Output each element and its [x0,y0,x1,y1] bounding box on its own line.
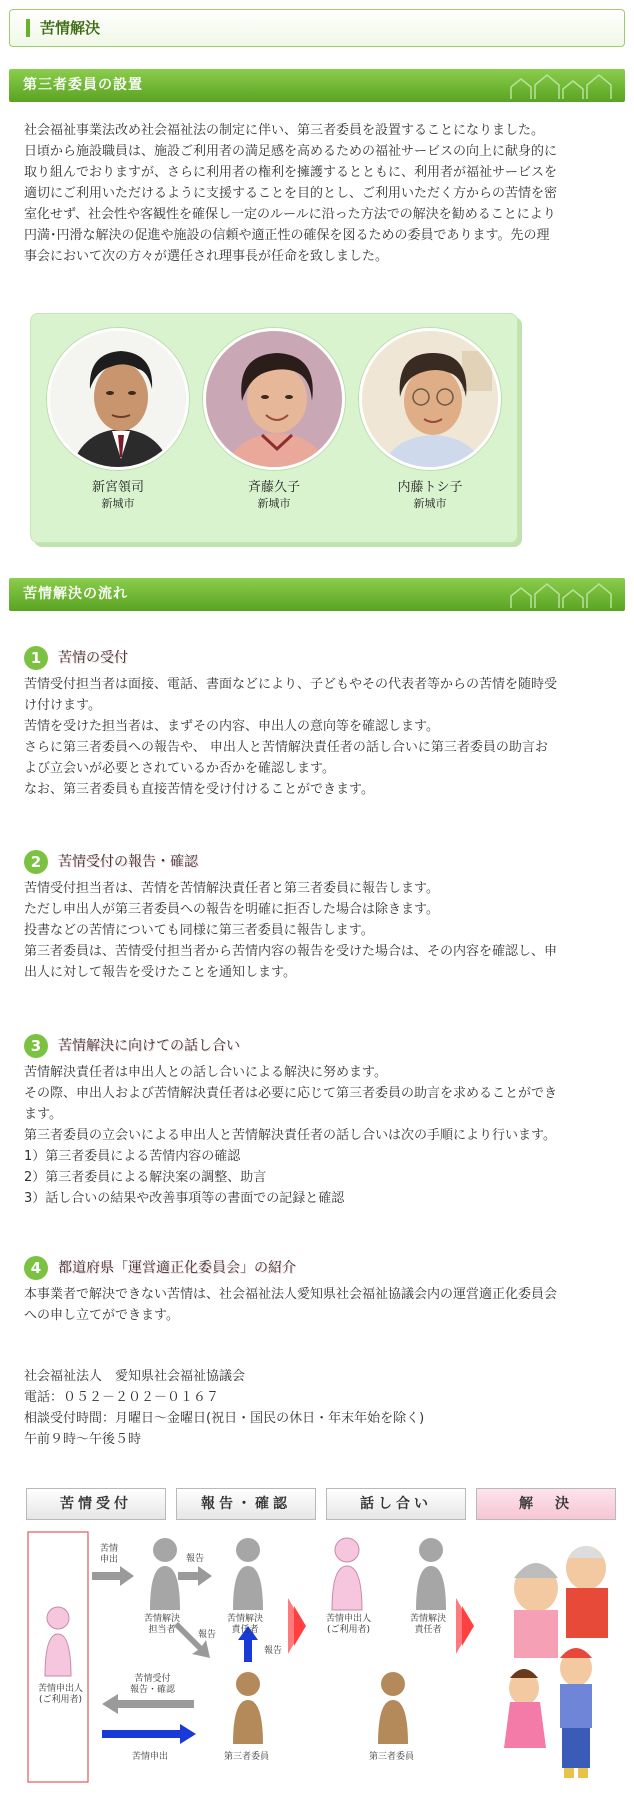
family-illustration-icon [504,1546,608,1778]
member-name: 斉藤久子 [247,480,300,495]
step-title: 都道府県「運営適正化委員会」の紹介 [58,1260,296,1276]
third-party-person-icon [233,1672,263,1744]
houses-decoration-icon [507,580,617,610]
flow-tab-receipt: 苦情受付 [26,1488,166,1520]
step-number-icon: 2 [24,850,48,874]
receipt-report-label: 苦情受付 報告・確認 [130,1674,176,1695]
page-title: 苦情解決 [40,19,101,37]
complainant-person-icon [45,1607,71,1676]
resolver-label: 苦情解決 責任者 [410,1614,447,1635]
step-text: 本事業者で解決できない苦情は、社会福祉法人愛知県社会福祉協議会内の運営適正化委員会 への申し立てができます。 [24,1287,558,1323]
complainant-person-icon [332,1538,362,1610]
step-title: 苦情受付の報告・確認 [58,854,198,870]
receiver-label: 苦情解決 担当者 [144,1614,181,1635]
title-accent-bar [26,19,30,37]
contact-info: 社会福祉法人 愛知県社会福祉協議会 電話：０５２－２０２－０１６７ 相談受付時間：月曜日～金曜日(祝日・国民の休日・年末年始を除く) 午前９時～午後５時 [24,1369,425,1447]
member-city: 新城市 [101,497,135,510]
section-header-third-party [9,69,625,102]
member-name: 内藤トシ子 [397,480,463,495]
step-text: 苦情解決責任者は申出人との話し合いによる解決に努めます。 その際、申出人および苦情解決責任者は必要に応じて第三者委員の助言を求めることができ ます。 第三者委員の立会いによる申出人と苦情解決責任者の話し合いは次の手順により行います。 1）第三者委員による苦情内容の確認 2）第三者委員による解決案の調整、助言 3）話し合いの結果や改善事項等の書面での記録と確認 [24,1065,558,1206]
section-header-flow [9,578,625,611]
resolver-person-icon [233,1538,263,1610]
third-party-person-icon [378,1672,408,1744]
section-title: 苦情解決の流れ [23,586,128,602]
member-card [355,328,505,511]
flow-graphics [26,1488,626,1788]
member-photo [359,328,501,470]
receiver-person-icon [150,1538,180,1610]
flow-tab-report: 報告・確認 [176,1488,316,1520]
intro-paragraph: 社会福祉事業法改め社会福祉法の制定に伴い、第三者委員を設置することになりました。 日頃から施設職員は、施設ご利用者の満足感を高めるための福祉サービスの向上に献身的に 取り組んでおりますが、さらに利用者の権利を擁護するとともに、利用者が福祉サービスを 適切にご利用いただけるように支援することを目的とし、ご利用いただく方からの苦情を密 室化せず、社会性や客観性を確保し一定のルールに沿った方法での解決を勧めることにより 円満･円滑な解決の促進や施設の信頼や適正性の確保を図るための委員であります。先の理 事会において次の方々が選任され理事長が任命を致しました。 [24,123,558,264]
flow-tab-discussion: 話し合い [326,1488,466,1520]
request-bottom-label: 苦情申出 [132,1752,169,1762]
page-title-box [9,9,625,47]
step-number-icon: 4 [24,1256,48,1280]
report-label: 報告 [186,1554,205,1564]
request-label: 苦情 申出 [100,1544,119,1565]
step-title: 苦情の受付 [58,650,128,666]
complainant-label: 苦情申出人 (ご利用者) [38,1684,84,1705]
member-photo [203,328,345,470]
member-name: 新宮領司 [91,480,144,495]
resolver-label: 苦情解決 責任者 [227,1614,264,1635]
step-title: 苦情解決に向けての話し合い [58,1038,240,1054]
flow-diagram [26,1488,626,1788]
member-card [199,328,349,511]
member-city: 新城市 [413,497,447,510]
third-party-label: 第三者委員 [369,1752,415,1762]
houses-decoration-icon [507,71,617,101]
section-title: 第三者委員の設置 [23,77,143,93]
report-label: 報告 [198,1630,217,1640]
third-party-label: 第三者委員 [224,1752,270,1762]
step-number-icon: 3 [24,1034,48,1058]
member-city: 新城市 [257,497,291,510]
step-text: 苦情受付担当者は面接、電話、書面などにより、子どもやその代表者等からの苦情を随時受 け付けます。 苦情を受けた担当者は、まずその内容、申出人の意向等を確認します。 さらに第三者委員への報告や、 申出人と苦情解決責任者の話し合いに第三者委員の助言お よび立会いが必要とされているか否かを確認します。 なお、第三者委員も直接苦情を受け付けることができます。 [24,677,558,797]
members-box [30,313,518,543]
member-card [43,328,193,511]
step-text: 苦情受付担当者は、苦情を苦情解決責任者と第三者委員に報告します。 ただし申出人が第三者委員への報告を明確に拒否した場合は除きます。 投書などの苦情についても同様に第三者委員に報告します。 第三者委員は、苦情受付担当者から苦情内容の報告を受けた場合は、その内容を確認し、申 出人に対して報告を受けたことを通知します。 [24,881,558,980]
member-photo [47,328,189,470]
complainant-label: 苦情申出人 (ご利用者) [326,1614,372,1635]
resolver-person-icon [416,1538,446,1610]
red-chevrons [288,1598,474,1654]
step-number-icon: 1 [24,646,48,670]
flow-tab-resolution: 解 決 [476,1488,616,1520]
report-label: 報告 [264,1646,283,1656]
